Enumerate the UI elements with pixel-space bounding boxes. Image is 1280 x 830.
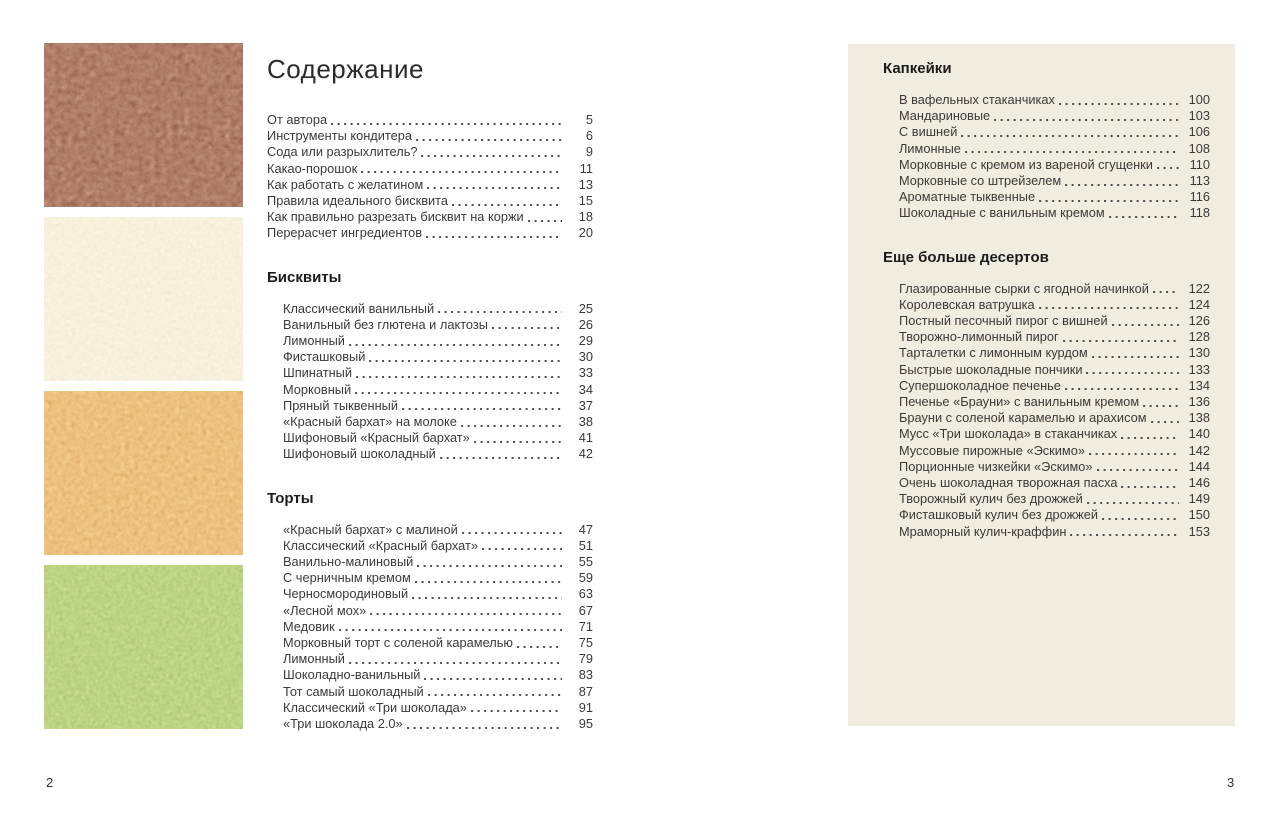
toc-entry [283,635,593,651]
dot-leader [1153,281,1179,297]
toc-entry [283,570,593,586]
chocolate-sponge-crumb-photo [44,43,243,207]
toc-entry [899,297,1210,313]
dot-leader [1059,92,1179,108]
toc-entry [899,410,1210,426]
dot-leader [421,144,562,160]
toc-entry [283,333,593,349]
dot-leader [1070,524,1179,540]
entry-title: «Лесной мох» [283,602,367,618]
toc-entry [899,345,1210,361]
toc-section [267,112,593,242]
toc-section [883,60,1210,222]
section-heading: Капкейки [883,60,952,77]
toc-entry [283,317,593,333]
dot-leader [415,570,562,586]
entry-title: Мандариновые [899,108,991,124]
entry-title: Лимонный [283,333,345,349]
entry-title: Мраморный кулич-краффин [899,523,1067,539]
entry-title: Ванильный без глютена и лактозы [283,316,488,332]
entry-page-number: 9 [585,144,593,160]
dot-leader [474,430,562,446]
entry-page-number: 103 [1188,108,1210,124]
entry-page-number: 42 [578,446,593,462]
toc-entry [899,459,1210,475]
entry-page-number: 29 [578,333,593,349]
toc-entry-list [267,301,593,463]
entry-page-number: 37 [578,397,593,413]
dot-leader [452,193,562,209]
entry-title: Как правильно разрезать бисквит на коржи [267,209,524,225]
toc-entry [283,684,593,700]
dot-leader [965,141,1179,157]
dot-leader [1086,362,1179,378]
entry-title: Шпинатный [283,365,352,381]
dot-leader [412,586,562,602]
left-page-contents [267,55,593,732]
entry-title: Фисташковый кулич без дрожжей [899,507,1099,523]
toc-entry [283,522,593,538]
section-heading: Торты [267,489,314,507]
entry-title: Сода или разрыхлитель? [267,144,418,160]
toc-entry [267,161,593,177]
dot-leader [1065,378,1179,394]
dot-leader [1089,443,1179,459]
entry-title: Лимонные [899,140,961,156]
entry-title: Глазированные сырки с ягодной начинкой [899,280,1149,296]
toc-entry [283,414,593,430]
dot-leader [1102,507,1179,523]
entry-title: Мусс «Три шоколада» в стаканчиках [899,426,1118,442]
entry-title: Брауни с соленой карамелью и арахисом [899,410,1147,426]
entry-title: Классический «Красный бархат» [283,537,478,553]
entry-page-number: 79 [578,651,593,667]
entry-page-number: 130 [1188,345,1210,361]
dot-leader [1109,205,1179,221]
toc-entry [899,378,1210,394]
toc-entry [899,394,1210,410]
dot-leader [1092,345,1179,361]
right-toc-sections [883,60,1210,540]
dot-leader [461,414,562,430]
dot-leader [528,209,562,225]
entry-title: В вафельных стаканчиках [899,92,1055,107]
entry-title: Королевская ватрушка [899,296,1035,312]
entry-title: Шифоновый «Красный бархат» [283,430,470,446]
dot-leader [339,619,562,635]
left-toc-sections [267,112,593,732]
entry-title: Инструменты кондитера [267,128,412,144]
toc-entry [283,365,593,381]
dot-leader [462,522,562,538]
entry-page-number: 134 [1188,377,1210,393]
entry-title: Ароматные тыквенные [899,189,1036,205]
toc-entry [899,443,1210,459]
dot-leader [1121,475,1179,491]
toc-entry [267,225,593,241]
dot-leader [428,684,562,700]
entry-page-number: 149 [1188,491,1210,507]
entry-title: С черничным кремом [283,570,411,586]
entry-page-number: 51 [578,537,593,553]
entry-title: Морковные с кремом из вареной сгущенки [899,156,1153,172]
toc-entry [267,193,593,209]
toc-entry [899,313,1210,329]
entry-page-number: 133 [1188,361,1210,377]
toc-entry [283,603,593,619]
dot-leader [1121,426,1179,442]
dot-leader [1097,459,1179,475]
dot-leader [1065,173,1179,189]
entry-page-number: 30 [578,349,593,365]
entry-title: Пряный тыквенный [283,397,398,413]
entry-page-number: 71 [578,618,593,634]
toc-entry [283,716,593,732]
entry-title: Классический ванильный [283,300,435,316]
entry-title: «Красный бархат» на молоке [283,414,457,430]
toc-entry [899,281,1210,297]
entry-title: Муссовые пирожные «Эскимо» [899,442,1085,458]
toc-section [883,249,1210,540]
entry-title: Супершоколадное печенье [899,377,1061,393]
dot-leader [416,128,562,144]
entry-title: Творожно-лимонный пирог [899,329,1059,345]
entry-title: Морковный торт с соленой карамелью [283,635,514,651]
entry-title: Черносмородиновый [283,586,409,602]
entry-title: «Красный бархат» с малиной [283,521,458,537]
entry-page-number: 138 [1188,410,1210,426]
entry-title: Шифоновый шоколадный [283,446,436,462]
toc-entry [283,430,593,446]
entry-page-number: 75 [578,635,593,651]
entry-title: Печенье «Брауни» с ванильным кремом [899,394,1140,410]
entry-page-number: 13 [578,176,593,192]
toc-entry [899,157,1210,173]
toc-entry [267,144,593,160]
toc-entry [283,398,593,414]
entry-page-number: 140 [1188,426,1210,442]
toc-entry [899,491,1210,507]
entry-title: Правила идеального бисквита [267,193,448,209]
entry-page-number: 33 [578,365,593,381]
entry-page-number: 6 [585,128,593,144]
toc-entry [267,209,593,225]
entry-page-number: 144 [1188,458,1210,474]
entry-page-number: 91 [578,699,593,715]
entry-title: От автора [267,112,328,127]
entry-page-number: 11 [579,160,593,176]
dot-leader [407,716,562,732]
entry-title: Порционные чизкейки «Эскимо» [899,458,1093,474]
dot-leader [1112,313,1179,329]
entry-title: Лимонный [283,651,345,667]
toc-entry-list [883,281,1210,540]
toc-entry [899,189,1210,205]
entry-page-number: 47 [578,521,593,537]
dot-leader [356,365,562,381]
entry-page-number: 55 [578,554,593,570]
entry-title: Постный песочный пирог с вишней [899,313,1108,329]
toc-entry [899,92,1210,108]
dot-leader [427,177,562,193]
entry-title: Как работать с желатином [267,176,424,192]
page-number-left: 2 [46,775,54,790]
dot-leader [417,554,562,570]
toc-entry [283,349,593,365]
toc-entry [283,554,593,570]
section-heading: Бисквиты [267,268,342,286]
dot-leader [402,398,562,414]
toc-entry [899,362,1210,378]
entry-title: Ванильно-малиновый [283,554,414,570]
entry-page-number: 142 [1188,442,1210,458]
entry-page-number: 124 [1188,296,1210,312]
entry-page-number: 118 [1189,205,1210,221]
dot-leader [1087,491,1179,507]
entry-page-number: 25 [578,300,593,316]
toc-entry [899,329,1210,345]
entry-title: Шоколадно-ванильный [283,667,421,683]
entry-page-number: 100 [1188,92,1210,107]
entry-page-number: 95 [578,716,593,732]
toc-entry [283,667,593,683]
dot-leader [424,667,562,683]
dot-leader [517,635,562,651]
vanilla-sponge-crumb-photo [44,217,243,381]
toc-entry [899,507,1210,523]
dot-leader [426,225,562,241]
entry-page-number: 5 [585,112,593,127]
toc-entry [267,128,593,144]
toc-entry-list [267,522,593,733]
entry-title: Морковные со штрейзелем [899,173,1062,189]
spinach-sponge-crumb-photo [44,565,243,729]
toc-entry-list [267,112,593,242]
toc-entry [283,382,593,398]
entry-page-number: 110 [1189,156,1210,172]
toc-entry [283,619,593,635]
entry-title: Классический «Три шоколада» [283,699,467,715]
toc-entry [267,112,593,128]
dot-leader [1157,157,1179,173]
page-number-right: 3 [1227,775,1235,790]
entry-page-number: 108 [1188,140,1210,156]
entry-page-number: 106 [1188,124,1210,140]
dot-leader [349,333,562,349]
entry-title: Тот самый шоколадный [283,683,424,699]
toc-section [267,490,593,733]
toc-entry [283,301,593,317]
entry-page-number: 59 [578,570,593,586]
dot-leader [1151,410,1179,426]
entry-page-number: 15 [578,193,593,209]
dot-leader [961,124,1179,140]
dot-leader [1063,329,1179,345]
toc-entry [267,177,593,193]
entry-title: Морковный [283,381,352,397]
entry-page-number: 113 [1189,173,1210,189]
entry-title: Какао-порошок [267,160,358,176]
toc-section [267,269,593,463]
entry-page-number: 63 [578,586,593,602]
entry-title: Шоколадные с ванильным кремом [899,205,1105,221]
entry-page-number: 67 [578,602,593,618]
entry-title: Медовик [283,618,335,634]
entry-title: Тарталетки с лимонным курдом [899,345,1088,361]
entry-title: Фисташковый [283,349,366,365]
entry-page-number: 26 [578,316,593,332]
entry-title: С вишней [899,124,958,140]
dot-leader [331,112,562,128]
toc-entry [283,446,593,462]
toc-entry [899,124,1210,140]
toc-entry [899,108,1210,124]
entry-title: Очень шоколадная творожная пасха [899,475,1118,491]
photo-column [44,43,243,729]
toc-entry [899,205,1210,221]
entry-page-number: 18 [578,209,593,225]
entry-title: Быстрые шоколадные пончики [899,361,1083,377]
dot-leader [355,382,562,398]
entry-page-number: 146 [1188,475,1210,491]
dot-leader [1039,297,1179,313]
entry-page-number: 87 [578,683,593,699]
entry-page-number: 38 [578,414,593,430]
contents-panel [848,44,1235,726]
toc-entry [283,700,593,716]
entry-page-number: 20 [578,225,593,241]
dot-leader [361,161,562,177]
entry-page-number: 83 [578,667,593,683]
page-title: Содержание [267,54,424,84]
toc-entry-list [883,92,1210,222]
entry-page-number: 153 [1188,523,1210,539]
toc-entry [899,173,1210,189]
dot-leader [349,651,562,667]
entry-page-number: 126 [1188,313,1210,329]
dot-leader [471,700,562,716]
toc-entry [283,651,593,667]
carrot-sponge-crumb-photo [44,391,243,555]
section-heading: Еще больше десертов [883,248,1049,266]
dot-leader [369,349,562,365]
dot-leader [492,317,562,333]
toc-entry [899,475,1210,491]
toc-entry [899,524,1210,540]
dot-leader [994,108,1179,124]
entry-page-number: 34 [578,381,593,397]
toc-entry [899,426,1210,442]
entry-page-number: 116 [1189,189,1210,205]
dot-leader [1143,394,1179,410]
dot-leader [370,603,562,619]
entry-page-number: 150 [1188,507,1210,523]
entry-page-number: 41 [578,430,593,446]
dot-leader [440,446,562,462]
entry-page-number: 122 [1188,280,1210,296]
dot-leader [482,538,562,554]
entry-title: Перерасчет ингредиентов [267,225,423,241]
entry-title: Творожный кулич без дрожжей [899,491,1083,507]
toc-entry [283,586,593,602]
entry-title: «Три шоколада 2.0» [283,716,403,732]
entry-page-number: 136 [1188,394,1210,410]
dot-leader [438,301,562,317]
entry-page-number: 128 [1188,329,1210,345]
toc-entry [283,538,593,554]
toc-entry [899,141,1210,157]
dot-leader [1039,189,1179,205]
